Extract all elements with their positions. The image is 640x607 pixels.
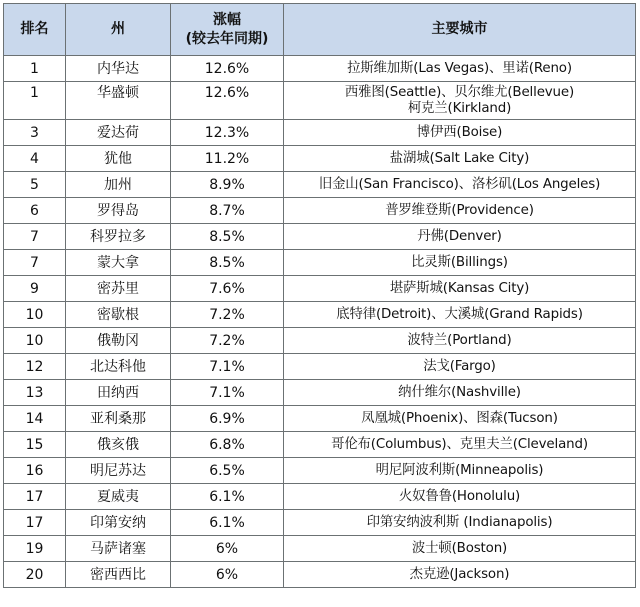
cities-cell [284,458,636,484]
rank-cell: 19 [4,536,66,562]
city-line: 拉斯维加斯(Las Vegas)、里诺(Reno) [347,60,572,76]
state-cell: 印第安纳 [66,510,171,536]
growth-cell: 12.6% [171,56,284,82]
header-growth [171,4,284,56]
rank-cell: 15 [4,432,66,458]
state-cell: 夏威夷 [66,484,171,510]
state-cell: 加州 [66,172,171,198]
state-cell: 密苏里 [66,276,171,302]
cities-cell [284,82,636,120]
rank-cell: 1 [4,82,66,120]
state-cell: 犹他 [66,146,171,172]
rank-cell: 9 [4,276,66,302]
table-row [4,406,636,432]
table-row [4,224,636,250]
state-cell: 密西西比 [66,562,171,588]
growth-cell: 8.5% [171,250,284,276]
cities-cell [284,56,636,82]
cities-cell [284,146,636,172]
growth-cell: 7.2% [171,328,284,354]
table-row [4,198,636,224]
table-row [4,56,636,82]
growth-cell: 6.8% [171,432,284,458]
city-line: 盐湖城(Salt Lake City) [389,150,530,166]
growth-cell: 8.5% [171,224,284,250]
header-growth-title: 涨幅 [213,11,241,28]
cities-cell [284,406,636,432]
growth-cell: 6.5% [171,458,284,484]
table-row [4,484,636,510]
table-row [4,146,636,172]
city-line: 凤凰城(Phoenix)、图森(Tucson) [361,410,558,426]
state-cell: 马萨诸塞 [66,536,171,562]
cities-cell [284,302,636,328]
state-cell: 俄亥俄 [66,432,171,458]
city-line: 波特兰(Portland) [407,332,512,348]
state-cell: 蒙大拿 [66,250,171,276]
city-line: 西雅图(Seattle)、贝尔维尤(Bellevue) [344,84,575,100]
state-cell: 罗得岛 [66,198,171,224]
rank-cell: 10 [4,302,66,328]
rank-cell: 7 [4,250,66,276]
cities-cell [284,120,636,146]
city-line: 火奴鲁鲁(Honolulu) [398,488,521,504]
state-cell: 田纳西 [66,380,171,406]
city-line: 比灵斯(Billings) [411,254,508,270]
state-cell: 内华达 [66,56,171,82]
rank-cell: 17 [4,510,66,536]
growth-cell: 6% [171,536,284,562]
city-line: 哥伦布(Columbus)、克里夫兰(Cleveland) [331,436,588,452]
rank-cell: 16 [4,458,66,484]
state-cell: 密歇根 [66,302,171,328]
city-line: 博伊西(Boise) [416,124,503,140]
rank-cell: 3 [4,120,66,146]
city-line: 旧金山(San Francisco)、洛杉矶(Los Angeles) [318,176,601,192]
header-state: 州 [66,4,171,56]
rank-cell: 10 [4,328,66,354]
growth-cell: 12.3% [171,120,284,146]
rank-cell: 14 [4,406,66,432]
city-line: 堪萨斯城(Kansas City) [389,280,530,296]
growth-cell: 7.1% [171,354,284,380]
header-rank: 排名 [4,4,66,56]
cities-cell [284,536,636,562]
growth-cell: 12.6% [171,82,284,120]
growth-cell: 8.9% [171,172,284,198]
table-row [4,458,636,484]
cities-cell [284,328,636,354]
rank-cell: 5 [4,172,66,198]
state-cell: 华盛顿 [66,82,171,120]
cities-cell [284,224,636,250]
city-line: 丹佛(Denver) [417,228,502,244]
growth-cell: 8.7% [171,198,284,224]
state-cell: 俄勒冈 [66,328,171,354]
table-row [4,562,636,588]
rank-cell: 12 [4,354,66,380]
header-growth-subtitle: (较去年同期) [185,30,269,47]
rank-cell: 1 [4,56,66,82]
state-cell: 明尼苏达 [66,458,171,484]
cities-cell [284,380,636,406]
table-header [4,4,636,56]
city-line: 普罗维登斯(Providence) [385,202,534,218]
growth-cell: 6.1% [171,510,284,536]
table-row [4,120,636,146]
cities-cell [284,198,636,224]
state-cell: 爱达荷 [66,120,171,146]
table-container [3,3,636,588]
city-line: 印第安纳波利斯 (Indianapolis) [366,514,553,530]
cities-cell [284,172,636,198]
city-line: 柯克兰(Kirkland) [407,100,512,116]
rank-cell: 20 [4,562,66,588]
growth-cell: 7.2% [171,302,284,328]
state-cell: 亚利桑那 [66,406,171,432]
table-row [4,250,636,276]
rank-cell: 13 [4,380,66,406]
cities-cell [284,484,636,510]
growth-cell: 7.1% [171,380,284,406]
city-line: 杰克逊(Jackson) [409,566,510,582]
table-row [4,354,636,380]
city-line: 底特律(Detroit)、大溪城(Grand Rapids) [336,306,583,322]
cities-cell [284,432,636,458]
table-body [4,56,636,588]
state-price-growth-table [3,3,636,588]
table-row [4,172,636,198]
growth-cell: 6.9% [171,406,284,432]
state-cell: 科罗拉多 [66,224,171,250]
rank-cell: 7 [4,224,66,250]
table-row [4,380,636,406]
growth-cell: 6% [171,562,284,588]
table-row [4,82,636,120]
header-cities: 主要城市 [284,4,636,56]
table-row [4,432,636,458]
table-row [4,510,636,536]
cities-cell [284,250,636,276]
rank-cell: 17 [4,484,66,510]
city-line: 明尼阿波利斯(Minneapolis) [375,462,544,478]
table-row [4,536,636,562]
city-line: 波士顿(Boston) [411,540,508,556]
growth-cell: 6.1% [171,484,284,510]
cities-cell [284,562,636,588]
table-row [4,276,636,302]
rank-cell: 6 [4,198,66,224]
table-row [4,302,636,328]
cities-cell [284,510,636,536]
growth-cell: 11.2% [171,146,284,172]
cities-cell [284,354,636,380]
table-row [4,328,636,354]
city-line: 纳什维尔(Nashville) [398,384,521,400]
cities-cell [284,276,636,302]
state-cell: 北达科他 [66,354,171,380]
growth-cell: 7.6% [171,276,284,302]
rank-cell: 4 [4,146,66,172]
header-row [4,4,636,56]
city-line: 法戈(Fargo) [423,358,496,374]
